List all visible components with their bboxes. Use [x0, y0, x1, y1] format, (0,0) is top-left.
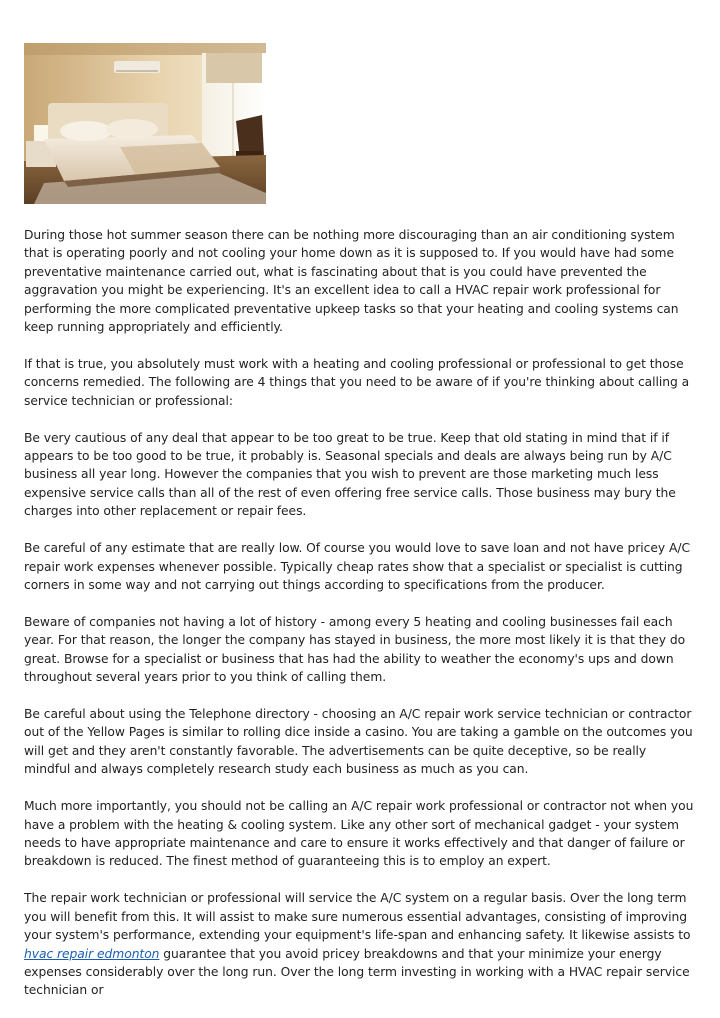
- paragraph-1: During those hot summer season there can be nothing more discouraging than an air conditioning system that is operating poorly and not cooling your home down as it is supposed to. If you would have had some preventative maintenance carried out, what is fascinating about that is you could have prevented the aggravation you might be experiencing. It's an excellent idea to call a HVAC repair work professional for performing the more complicated preventative upkeep tasks so that your heating and cooling systems can keep running appropriately and efficiently.: [24, 228, 679, 335]
- bedroom-photo-icon: [24, 43, 266, 204]
- paragraph-8-before-link: The repair work technician or professional will service the A/C system on a regular basis. Over the long term you will benefit from this. It will assist to make sure numerous essential advantages, consisting of improving your system's performance, extending your equipment's life-span and enhancing safety. It likewise assists to: [24, 891, 691, 943]
- hvac-repair-link[interactable]: hvac repair edmonton: [24, 946, 160, 961]
- paragraph-5: Beware of companies not having a lot of history - among every 5 heating and cooling businesses fail each year. For that reason, the longer the company has stayed in business, the more most likely it is that they do great. Browse for a specialist or business that has had the ability to weather the economy's ups and down throughout several years prior to you think of calling them.: [24, 614, 686, 685]
- paragraph-6: Be careful about using the Telephone directory - choosing an A/C repair work service technician or contractor out of the Yellow Pages is similar to rolling dice inside a casino. You are taking a gamble on the outcomes you will get and they aren't constantly favorable. The advertisements can be quite deceptive, so be really mindful and always completely research study each business as much as you can.: [24, 707, 693, 777]
- article-body: [24, 226, 696, 1018]
- paragraph-8-after-link: guarantee that you avoid pricey breakdowns and that your minimize your energy expenses considerably over the long run. Over the long term investing in working with a HVAC repair service technician or: [24, 946, 690, 998]
- paragraph-3: Be very cautious of any deal that appear to be too great to be true. Keep that old stating in mind that if if appears to be too good to be true, it probably is. Seasonal specials and deals are always being run by A/C business all year long. However the companies that you wish to prevent are those marketing much less expensive service calls than all of the rest of even offering free service calls. Those business may bury the charges into other replacement or repair fees.: [24, 430, 676, 519]
- paragraph-4: Be careful of any estimate that are really low. Of course you would love to save loan and not have pricey A/C repair work expenses whenever possible. Typically cheap rates show that a specialist or specialist is cutting corners in some way and not carrying out things according to specifications from the producer.: [24, 541, 690, 592]
- paragraph-8: [24, 889, 696, 999]
- paragraph-7: Much more importantly, you should not be calling an A/C repair work professional or contractor not when you have a problem with the heating & cooling system. Like any other sort of mechanical gadget - your system needs to have appropriate maintenance and care to ensure it works effectively and that danger of failure or breakdown is reduced. The finest method of guaranteeing this is to employ an expert.: [24, 799, 694, 869]
- bedroom-photo: [24, 43, 266, 204]
- paragraph-2: If that is true, you absolutely must work with a heating and cooling professional or professional to get those concerns remedied. The following are 4 things that you need to be aware of if you're thinking about calling a service technician or professional:: [24, 356, 690, 408]
